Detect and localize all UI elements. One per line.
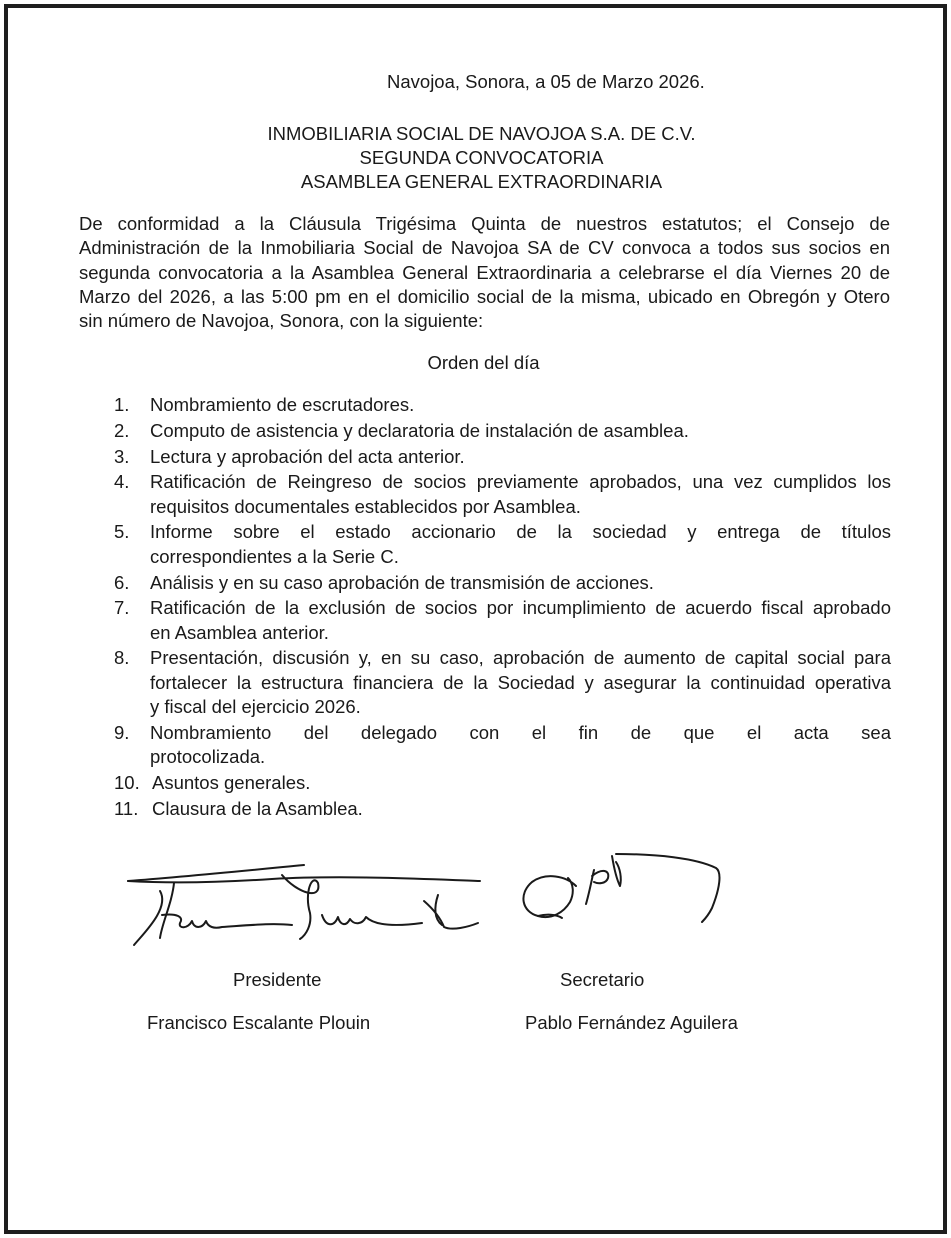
- agenda-item-number: 4.: [114, 471, 130, 493]
- intro-line: Administración de la Inmobiliaria Social de Navojoa SA de CV convoca a todos sus socios en: [79, 237, 890, 259]
- agenda-item: [114, 470, 891, 519]
- agenda-list: [114, 393, 891, 823]
- place-and-date: Navojoa, Sonora, a 05 de Marzo 2026.: [387, 71, 705, 92]
- agenda-item-text: Nombramiento del delegado con el fin de que el acta sea: [150, 721, 891, 743]
- agenda-item-number: 2.: [114, 419, 130, 441]
- intro-line: segunda convocatoria a la Asamblea General Extraordinaria a celebrarse el día Viernes 20 de: [79, 261, 890, 283]
- agenda-item-text: en Asamblea anterior.: [150, 621, 329, 643]
- agenda-item-text: Informe sobre el estado accionario de la sociedad y entrega de títulos: [150, 521, 891, 543]
- agenda-item-text: Análisis y en su caso aprobación de transmisión de acciones.: [150, 571, 654, 593]
- president-signature: [122, 853, 488, 953]
- agenda-item-text: protocolizada.: [150, 746, 266, 768]
- agenda-item-number: 9.: [114, 721, 130, 743]
- agenda-item-text: Clausura de la Asamblea.: [152, 797, 363, 819]
- intro-line: Marzo del 2026, a las 5:00 pm en el domicilio social de la misma, ubicado en Obregón y Otero: [79, 285, 890, 307]
- agenda-item-number: 10.: [114, 771, 140, 793]
- agenda-item-text: correspondientes a la Serie C.: [150, 545, 399, 567]
- agenda-item: [114, 596, 891, 645]
- agenda-item: [114, 445, 891, 469]
- notice-title: SEGUNDA CONVOCATORIA: [359, 147, 604, 168]
- secretary-name: Pablo Fernández Aguilera: [525, 1012, 738, 1033]
- agenda-title: Orden del día: [427, 352, 540, 373]
- intro-line: sin número de Navojoa, Sonora, con la siguiente:: [79, 310, 484, 332]
- agenda-item: [114, 721, 891, 770]
- agenda-item: [114, 393, 891, 417]
- agenda-item-text: Computo de asistencia y declaratoria de instalación de asamblea.: [150, 419, 689, 441]
- agenda-item-number: 7.: [114, 597, 130, 619]
- agenda-item-text: requisitos documentales establecidos por Asamblea.: [150, 495, 581, 517]
- president-name: Francisco Escalante Plouin: [147, 1012, 371, 1033]
- assembly-title: ASAMBLEA GENERAL EXTRAORDINARIA: [300, 171, 663, 192]
- secretary-role: Secretario: [560, 969, 645, 990]
- agenda-item-text: Nombramiento de escrutadores.: [150, 394, 415, 415]
- agenda-item-text: Asuntos generales.: [152, 771, 311, 793]
- agenda-item: [114, 520, 891, 569]
- agenda-item: [114, 571, 891, 595]
- agenda-item-text: Ratificación de la exclusión de socios por incumplimiento de acuerdo fiscal aprobado: [150, 597, 891, 619]
- agenda-item-number: 11.: [114, 797, 139, 819]
- agenda-item-text: Presentación, discusión y, en su caso, aprobación de aumento de capital social para: [150, 647, 891, 669]
- agenda-item-text: Ratificación de Reingreso de socios previamente aprobados, una vez cumplidos los: [150, 471, 891, 493]
- agenda-item: [114, 646, 891, 719]
- company-name: INMOBILIARIA SOCIAL DE NAVOJOA S.A. DE C.V.: [267, 123, 696, 144]
- secretary-signature: [516, 848, 738, 928]
- agenda-item-text: Lectura y aprobación del acta anterior.: [150, 445, 465, 467]
- agenda-item: [114, 797, 891, 821]
- president-role: Presidente: [233, 969, 322, 990]
- agenda-item-number: 5.: [114, 521, 130, 543]
- intro-paragraph: [79, 212, 890, 333]
- agenda-item: [114, 771, 891, 795]
- agenda-item-text: y fiscal del ejercicio 2026.: [150, 696, 361, 718]
- agenda-item-number: 6.: [114, 571, 130, 593]
- agenda-item-number: 8.: [114, 647, 130, 669]
- agenda-item: [114, 419, 891, 443]
- document-header: [0, 122, 951, 194]
- agenda-item-text: fortalecer la estructura financiera de la Sociedad y asegurar la continuidad operativa: [150, 671, 891, 693]
- agenda-item-number: 3.: [114, 445, 130, 467]
- intro-line: De conformidad a la Cláusula Trigésima Quinta de nuestros estatutos; el Consejo de: [79, 213, 890, 234]
- agenda-item-number: 1.: [114, 394, 130, 415]
